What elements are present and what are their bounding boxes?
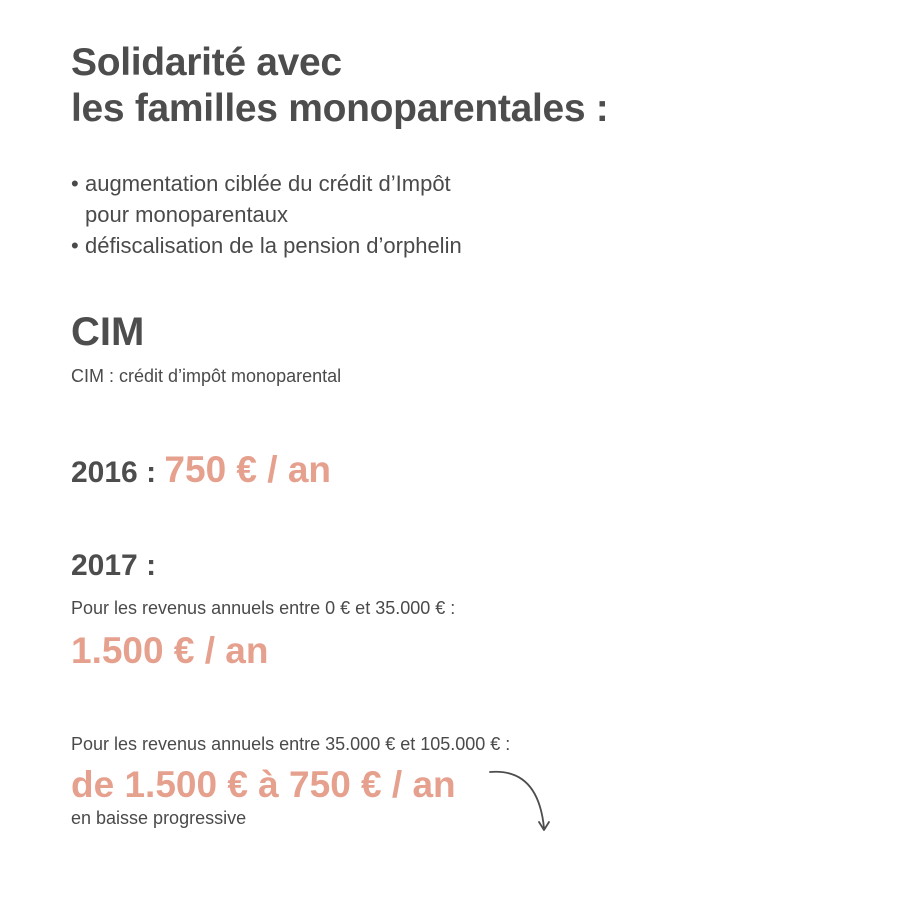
- measures-list: [71, 168, 462, 261]
- page-title: [71, 40, 609, 132]
- page-title-line-2: les familles monoparentales :: [71, 87, 609, 130]
- year-2016-row: [71, 448, 331, 495]
- page-title-line-1: Solidarité avec: [71, 41, 342, 84]
- year-2016-amount: 750 € / an: [164, 449, 332, 490]
- income-bracket-2-amount: de 1.500 € à 750 € / an: [71, 764, 456, 805]
- cim-heading: CIM: [71, 310, 145, 354]
- measure-item-tax-credit: [71, 168, 462, 230]
- measure-item-text: • défiscalisation de la pension d’orphelin: [85, 233, 462, 258]
- income-bracket-2-note: en baisse progressive: [71, 808, 247, 828]
- measure-item-text: • augmentation ciblée du crédit d’Impôt: [85, 171, 451, 196]
- year-2017-label: 2017 :: [71, 549, 157, 582]
- measure-item-text-continued: pour monoparentaux: [85, 202, 289, 227]
- income-bracket-1-text: Pour les revenus annuels entre 0 € et 35.000 € :: [71, 598, 456, 618]
- measure-item-orphan-pension: [71, 230, 462, 261]
- income-bracket-2-text: Pour les revenus annuels entre 35.000 € et 105.000 € :: [71, 734, 511, 754]
- year-2016-label: 2016 :: [71, 456, 157, 489]
- income-bracket-1-amount: 1.500 € / an: [71, 630, 269, 671]
- curved-down-arrow-icon: [488, 766, 560, 838]
- cim-definition: CIM : crédit d’impôt monoparental: [71, 366, 342, 386]
